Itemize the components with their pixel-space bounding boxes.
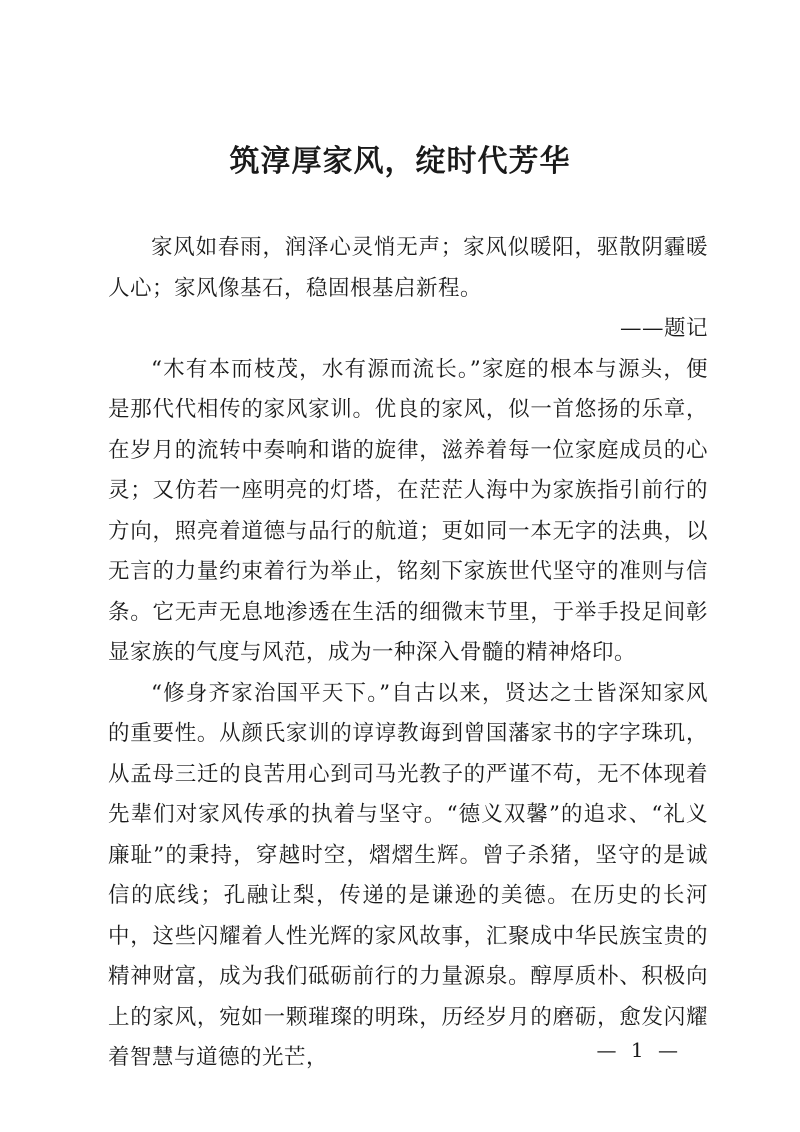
epigraph-signature: ——题记 [619,316,708,341]
document-body [108,228,708,1079]
epigraph: 家风如春雨，润泽心灵悄无声；家风似暖阳，驱散阴霾暖人心；家风像基石，稳固根基启新程。 [108,235,708,301]
page-number: — 1 — [596,1038,682,1062]
document-title: 筑淳厚家风，绽时代芳华 [229,144,571,179]
body-paragraph-2: “修身齐家治国平天下。”自古以来，贤达之士皆深知家风的重要性。从颜氏家训的谆谆教诲到曾国藩家书的字字珠玑，从孟母三迁的良苦用心到司马光教子的严谨不苟，无不体现着先辈们对家风传承的执着与坚守。“德义双馨”的追求、“礼义廉耻”的秉持，穿越时空，熠熠生辉。曾子杀猪，坚守的是诚信的底线；孔融让梨，传递的是谦逊的美德。在历史的长河中，这些闪耀着人性光辉的家风故事，汇聚成中华民族宝贵的精神财富，成为我们砥砺前行的力量源泉。醇厚质朴、积极向上的家风，宛如一颗璀璨的明珠，历经岁月的磨砺，愈发闪耀着智慧与道德的光芒， [108,680,708,1070]
body-paragraph-1: “木有本而枝茂，水有源而流长。”家庭的根本与源头，便是那代代相传的家风家训。优良的家风，似一首悠扬的乐章，在岁月的流转中奏响和谐的旋律，滋养着每一位家庭成员的心灵；又仿若一座明亮的灯塔，在茫茫人海中为家族指引前行的方向，照亮着道德与品行的航道；更如同一本无字的法典，以无言的力量约束着行为举止，铭刻下家族世代坚守的准则与信条。它无声无息地渗透在生活的细微末节里，于举手投足间彰显家族的气度与风范，成为一种深入骨髓的精神烙印。 [108,356,708,665]
